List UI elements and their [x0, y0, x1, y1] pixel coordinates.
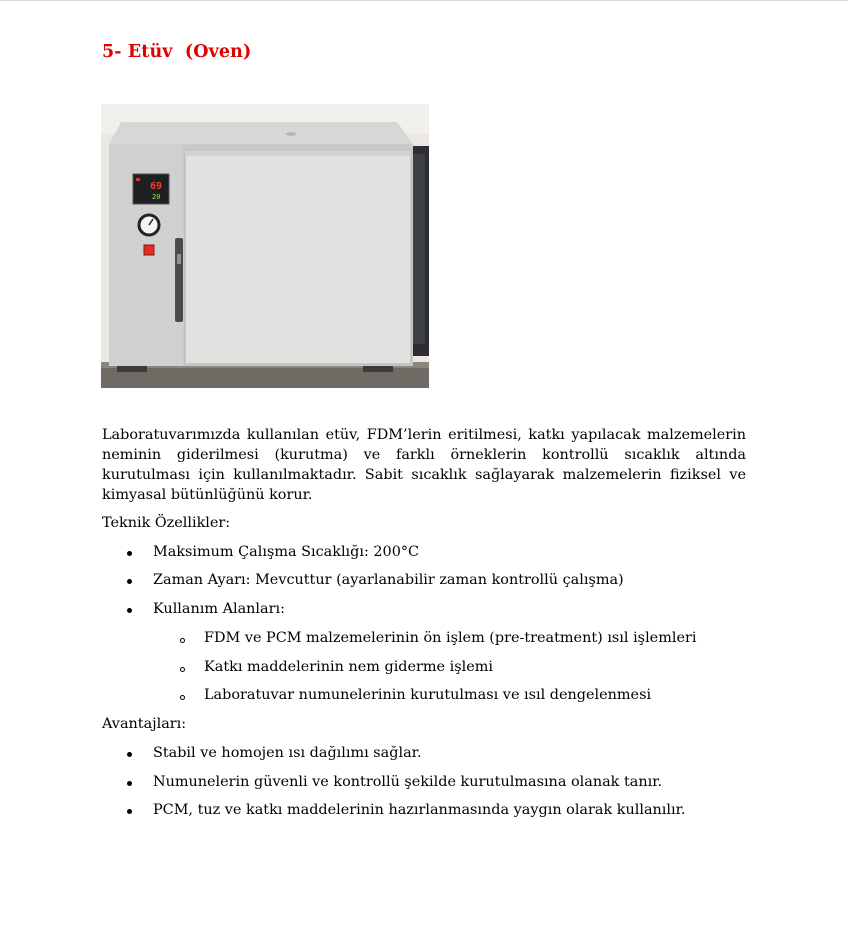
advantage-item: Numunelerin güvenli ve kontrollü şekilde kurutulmasına olanak tanır. — [153, 774, 663, 790]
circle-marker — [180, 638, 185, 643]
spec-item: Kullanım Alanları: — [153, 601, 285, 617]
bullet-marker — [127, 781, 132, 786]
spec-item: Zaman Ayarı: Mevcuttur (ayarlanabilir zaman kontrollü çalışma) — [153, 572, 624, 588]
circle-marker — [180, 695, 185, 700]
page-top-border — [0, 0, 848, 1]
bullet-marker — [127, 579, 132, 584]
bullet-marker — [127, 551, 132, 556]
display-red-value: 69 — [150, 181, 163, 192]
advantage-item: Stabil ve homojen ısı dağılımı sağlar. — [153, 745, 422, 761]
usage-item: FDM ve PCM malzemelerinin ön işlem (pre-treatment) ısıl işlemleri — [204, 630, 697, 646]
bullet-marker — [127, 752, 132, 757]
display-green-value: 20 — [152, 193, 161, 201]
circle-marker — [180, 667, 185, 672]
bullet-marker — [127, 809, 132, 814]
section-heading: 5- Etüv (Oven) — [102, 42, 252, 62]
spec-item: Maksimum Çalışma Sıcaklığı: 200°C — [153, 544, 420, 560]
oven-photo — [101, 104, 429, 388]
usage-item: Katkı maddelerinin nem giderme işlemi — [204, 659, 494, 675]
usage-item: Laboratuvar numunelerinin kurutulması ve ısıl dengelenmesi — [204, 687, 652, 703]
advantage-item: PCM, tuz ve katkı maddelerinin hazırlanmasında yaygın olarak kullanılır. — [153, 802, 686, 818]
specs-label: Teknik Özellikler: — [102, 515, 231, 531]
bullet-marker — [127, 608, 132, 613]
intro-paragraph: Laboratuvarımızda kullanılan etüv, FDM’lerin eritilmesi, katkı yapılacak malzemelerin neminin giderilmesi (kurutma) ve farklı örneklerin kontrollü sıcaklık altında kurutulması için kullanılmaktadır. Sabit sıcaklık sağlayarak malzemelerin fiziksel ve kimyasal bütünlüğünü korur. — [102, 427, 746, 503]
advantages-label: Avantajları: — [102, 716, 187, 732]
